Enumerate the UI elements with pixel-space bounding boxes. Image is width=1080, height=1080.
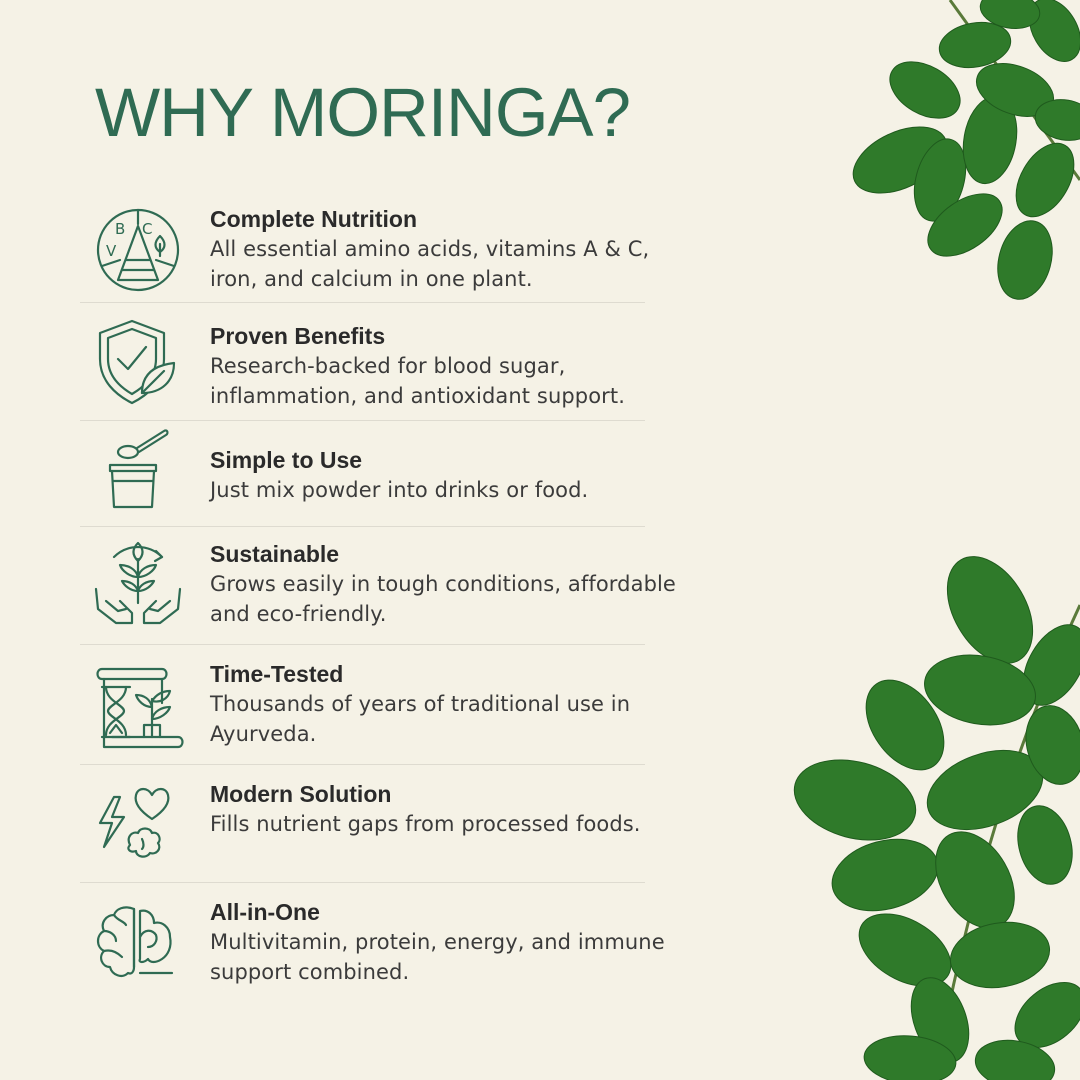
icon-letter-c: C xyxy=(142,220,153,238)
feature-list xyxy=(80,200,676,1003)
moringa-leaves-bottom-right xyxy=(785,545,1080,1080)
feature-title: Time-Tested xyxy=(210,661,344,687)
feature-description: Fills nutrient gaps from processed foods. xyxy=(210,812,641,836)
feature-item-sustainable xyxy=(80,527,676,645)
feature-title: Complete Nutrition xyxy=(210,206,417,232)
feature-item-modern-solution xyxy=(80,765,645,883)
moringa-leaves-top-right xyxy=(840,0,1080,310)
scroll-hourglass-plant-icon xyxy=(92,663,184,755)
page-title: WHY MORINGA? xyxy=(95,74,630,151)
feature-description: Research-backed for blood sugar, inflammation, and antioxidant support. xyxy=(210,354,626,408)
feature-description: Thousands of years of traditional use in Ayurveda. xyxy=(210,692,631,746)
feature-description: Just mix powder into drinks or food. xyxy=(210,478,589,502)
feature-title: Modern Solution xyxy=(210,781,392,807)
feature-description: Multivitamin, protein, energy, and immune support combined. xyxy=(210,930,665,984)
vitamins-pie-icon xyxy=(92,204,184,296)
icon-letter-b: B xyxy=(115,220,126,238)
feature-item-complete-nutrition xyxy=(80,200,650,303)
feature-item-time-tested xyxy=(80,645,645,765)
feature-title: Sustainable xyxy=(210,541,340,567)
feature-title: Simple to Use xyxy=(210,447,363,473)
feature-title: Proven Benefits xyxy=(210,323,386,349)
lightning-heart-brain-icon xyxy=(92,783,184,875)
icon-letter-v: V xyxy=(106,242,117,260)
feature-description: All essential amino acids, vitamins A & C, iron, and calcium in one plant. xyxy=(210,237,650,291)
brain-muscle-icon xyxy=(92,901,184,993)
feature-item-proven-benefits xyxy=(80,303,645,421)
feature-item-all-in-one xyxy=(80,883,665,1003)
hands-sprout-icon xyxy=(92,539,184,631)
feature-title: All-in-One xyxy=(210,899,320,925)
feature-item-simple-to-use xyxy=(80,421,645,527)
feature-description: Grows easily in tough conditions, affordable and eco-friendly. xyxy=(210,572,676,626)
shield-check-leaf-icon xyxy=(92,315,184,407)
spoon-cup-icon xyxy=(92,425,184,517)
